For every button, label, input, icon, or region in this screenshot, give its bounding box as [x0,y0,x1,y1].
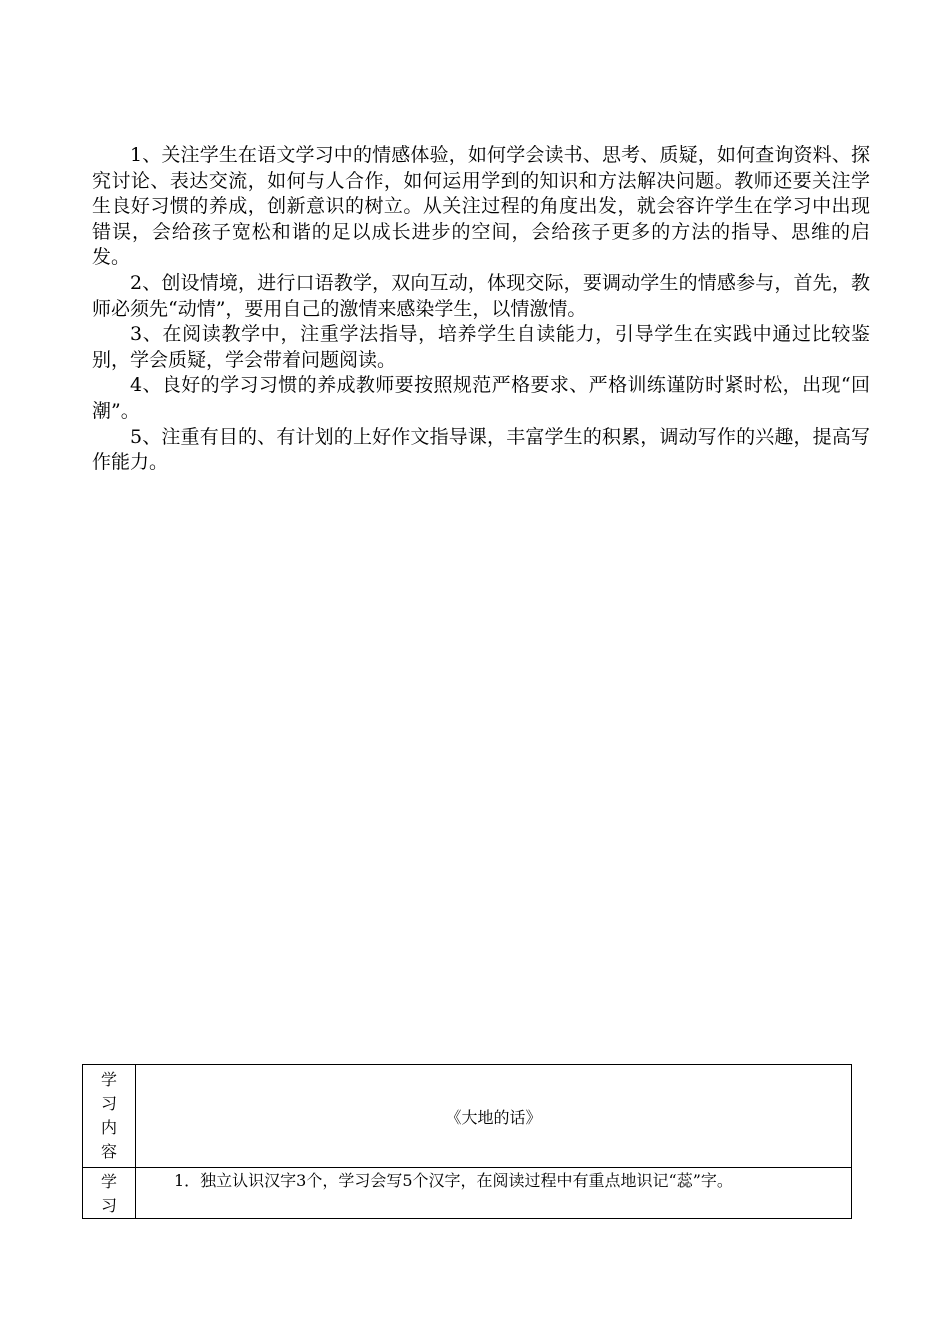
lesson-title: 《大地的话》 [136,1065,852,1168]
paragraph-3: 3、在阅读教学中，注重学法指导，培养学生自读能力，引导学生在实践中通过比较鉴别，学会质疑，学会带着问题阅读。 [92,323,870,371]
paragraph-1: 1、关注学生在语文学习中的情感体验，如何学会读书、思考、质疑，如何查询资料、探究讨论、表达交流，如何与人合作，如何运用学到的知识和方法解决问题。教师还要关注学生良好习惯的养成，创新意识的树立。从关注过程的角度出发，就会容许学生在学习中出现错误，会给孩子宽松和谐的足以成长进步的空间，会给孩子更多的方法的指导、思维的启发。 [92,144,870,269]
paragraph-5: 5、注重有目的、有计划的上好作文指导课，丰富学生的积累，调动写作的兴趣，提高写作能力。 [92,425,870,474]
table-row-content [83,1065,852,1168]
paragraph-2: 2、创设情境，进行口语教学，双向互动，体现交际，要调动学生的情感参与，首先，教师必须先“动情”，要用自己的激情来感染学生，以情激情。 [92,271,870,320]
learning-goal-1: 1．独立认识汉字3个，学习会写5个汉字，在阅读过程中有重点地识记“蕊”字。 [136,1168,852,1219]
teaching-suggestions [92,143,870,476]
table-row-goals [83,1168,852,1219]
label-learning-goals: 学 习 [83,1168,136,1219]
lesson-table [82,1064,852,1219]
paragraph-4: 4、良好的学习习惯的养成教师要按照规范严格要求、严格训练谨防时紧时松，出现“回潮”。 [92,374,870,422]
label-learning-content: 学 习 内 容 [83,1065,136,1168]
